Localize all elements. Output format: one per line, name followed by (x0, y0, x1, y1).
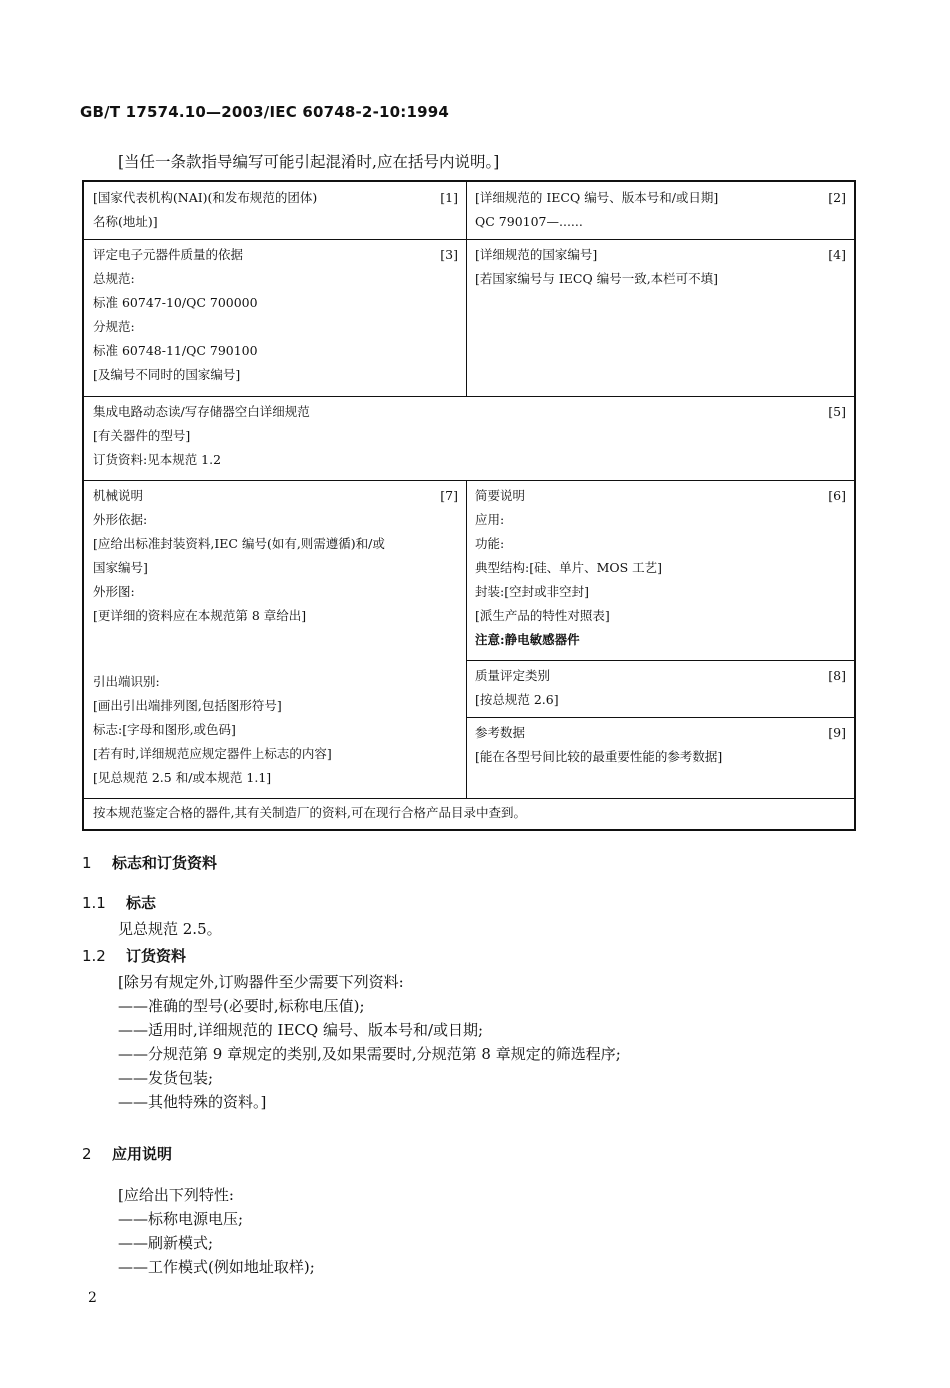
list-item: ——标称电源电压; (118, 1210, 244, 1228)
section-title: 订货资料 (126, 947, 187, 965)
spec-front-page-table (82, 180, 856, 831)
cell-reference-data (466, 717, 854, 798)
list-item: [除另有规定外,订购器件至少需要下列资料: (118, 973, 404, 991)
list-item: ——发货包装; (118, 1069, 214, 1087)
cell-quality-basis (84, 239, 466, 396)
list-item: ——适用时,详细规范的 IECQ 编号、版本号和/或日期; (118, 1021, 484, 1039)
cell-assessment-category (466, 660, 854, 717)
section-number: 1.2 (82, 947, 106, 965)
cell-text: 评定电子元器件质量的依据 (93, 247, 244, 262)
cell-national-number (466, 239, 854, 396)
cell-text: 总规范: (93, 271, 135, 286)
ref-number: [7] (440, 488, 458, 503)
cell-text: [按总规范 2.6] (475, 692, 559, 707)
cell-text: 外形依据: (93, 512, 148, 527)
cell-text: [更详细的资料应在本规范第 8 章给出] (93, 608, 307, 623)
cell-text: [画出引出端排列图,包括图形符号] (93, 698, 282, 713)
cell-qualified-products-note (84, 798, 854, 829)
section-1-2-heading (82, 945, 186, 966)
list-item: ——分规范第 9 章规定的类别,及如果需要时,分规范第 8 章规定的筛选程序; (118, 1045, 621, 1063)
cell-issuing-body (84, 182, 466, 239)
cell-text: [国家代表机构(NAI)(和发布规范的团体) (93, 190, 318, 205)
list-item: ——其他特殊的资料。] (118, 1093, 267, 1111)
cell-text: 质量评定类别 (475, 668, 551, 683)
ref-number: [4] (828, 247, 846, 262)
ordering-information-list (118, 970, 621, 1114)
section-1-1-text: 见总规范 2.5。 (118, 920, 222, 938)
cell-text: 注意:静电敏感器件 (475, 632, 580, 647)
list-item: ——工作模式(例如地址取样); (118, 1258, 315, 1276)
cell-brief-description (466, 480, 854, 660)
cell-text: [详细规范的 IECQ 编号、版本号和/或日期] (475, 190, 719, 205)
cell-text: 标准 60748-11/QC 790100 (93, 343, 258, 358)
cell-text: [能在各型号间比较的最重要性能的参考数据] (475, 749, 723, 764)
application-notes-list (118, 1183, 315, 1279)
section-title: 标志 (126, 894, 157, 912)
cell-text: [派生产品的特性对照表] (475, 608, 610, 623)
cell-text: 分规范: (93, 319, 135, 334)
ref-number: [3] (440, 247, 458, 262)
list-item: [应给出下列特性: (118, 1186, 234, 1204)
cell-text: [及编号不同时的国家编号] (93, 367, 241, 382)
terminal-identification (93, 670, 332, 790)
cell-text: 名称(地址)] (93, 214, 158, 229)
cell-text: 按本规范鉴定合格的器件,其有关制造厂的资料,可在现行合格产品目录中查到。 (93, 805, 526, 820)
cell-text: 引出端识别: (93, 674, 160, 689)
cell-text: QC 790107—...... (475, 214, 583, 229)
cell-text: 参考数据 (475, 725, 526, 740)
list-item: ——刷新模式; (118, 1234, 214, 1252)
cell-text: 集成电路动态读/写存储器空白详细规范 (93, 404, 310, 419)
section-number: 1.1 (82, 894, 106, 912)
list-item: ——准确的型号(必要时,标称电压值); (118, 997, 365, 1015)
ref-number: [2] (828, 190, 846, 205)
cell-text: [有关器件的型号] (93, 428, 191, 443)
cell-text: 外形图: (93, 584, 135, 599)
cell-text: [若国家编号与 IECQ 编号一致,本栏可不填] (475, 271, 719, 286)
cell-text: [详细规范的国家编号] (475, 247, 598, 262)
cell-text: [见总规范 2.5 和/或本规范 1.1] (93, 770, 272, 785)
cell-iecq-number (466, 182, 854, 239)
cell-text: [应给出标准封装资料,IEC 编号(如有,则需遵循)和/或 (93, 536, 385, 551)
cell-text: [若有时,详细规范应规定器件上标志的内容] (93, 746, 332, 761)
section-number: 2 (82, 1145, 92, 1163)
cell-text: 功能: (475, 536, 505, 551)
section-2-heading (82, 1143, 172, 1164)
cell-text: 典型结构:[硅、单片、MOS 工艺] (475, 560, 663, 575)
section-1-heading (82, 852, 217, 873)
cell-text: 机械说明 (93, 488, 144, 503)
cell-mechanical-description (84, 480, 466, 798)
standard-number: GB/T 17574.10—2003/IEC 60748-2-10:1994 (80, 103, 450, 121)
ref-number: [1] (440, 190, 458, 205)
cell-text: 应用: (475, 512, 505, 527)
section-number: 1 (82, 854, 92, 872)
section-title: 标志和订货资料 (112, 854, 218, 872)
cell-text: 标志:[字母和图形,或色码] (93, 722, 236, 737)
clarification-note: [当任一条款指导编写可能引起混淆时,应在括号内说明。] (118, 153, 500, 171)
ref-number: [9] (828, 725, 846, 740)
cell-text: 订货资料:见本规范 1.2 (93, 452, 222, 467)
section-1-1-heading (82, 892, 156, 913)
cell-text: 标准 60747-10/QC 700000 (93, 295, 258, 310)
cell-spec-title (84, 396, 854, 480)
ref-number: [8] (828, 668, 846, 683)
section-title: 应用说明 (112, 1145, 173, 1163)
cell-text: 封装:[空封或非空封] (475, 584, 589, 599)
ref-number: [6] (828, 488, 846, 503)
cell-text: 国家编号] (93, 560, 148, 575)
page-number: 2 (88, 1290, 97, 1306)
cell-text: 简要说明 (475, 488, 526, 503)
ref-number: [5] (828, 404, 846, 419)
